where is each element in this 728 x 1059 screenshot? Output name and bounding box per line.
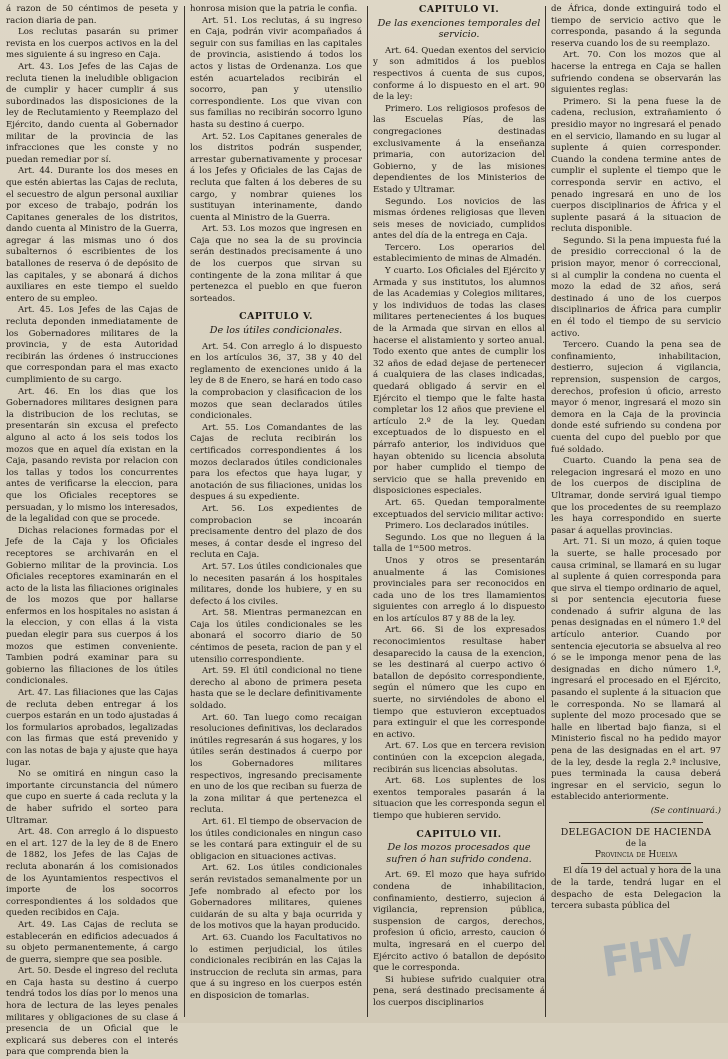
- paragraph: á razon de 50 céntimos de peseta y racion diaria de pan.: [6, 4, 178, 26]
- office-heading: DELEGACION DE HACIENDA: [560, 826, 712, 838]
- paragraph: Art. 71. Si un mozo, á quien toque la suerte, se halle procesado por causa criminal, se llamará en su lugar al suplente á quien corresponda para que sirva el tiempo ordinario de aquel, si por sentencia ejecutoria fuese condenado á sufrir alguna de las penas designadas en el número 1.º del artículo anterior. Cuando por sentencia ejecutoria se absuelva al reo ó se le imponga menor pena de las designadas en dicho número 1.º, ingresará el procesado en el Ejército, pasando el suplente á la situacion que le corresponda. No se llamará al suplente del mozo procesado que se halle en libertad bajo fianza, si el Ministerio fiscal no ha pedido mayor pena de las designadas en el art. 97 de la ley, desde la regla 2.ª inclusive, pues terminada la causa deberá ingresar en el servicio, segun lo establecido anteriormente.: [551, 537, 721, 803]
- office-sub: de la: [625, 838, 647, 849]
- office-province: Provincia de Huelva: [594, 849, 678, 860]
- paragraph: No se omitirá en ningun caso la importante circunstancia del número que cupo en suerte á cada recluta y la de haber sufrido el sorteo para Ultramar.: [6, 769, 178, 826]
- paragraph: Art. 45. Los Jefes de las Cajas de recluta deponden inmediatamente de los Gobernadores militares de la provincia, y de esta Autoridad recibirán las órdenes ó instrucciones que correspondan para el mas exacto cumplimiento de su cargo.: [6, 305, 178, 385]
- paragraph: Art. 50. Desde el ingreso del recluta en Caja hasta su destino á cuerpo tendrá todos los días por lo menos una hora de lectura de las leyes penales militares y obligaciones de su clase á presencia de un Oficial que le explicará sus deberes con el interés para que comprenda bien la: [6, 966, 178, 1058]
- paragraph: Segundo. Los que no lleguen á la talla de 1ᵐ500 metros.: [373, 532, 545, 555]
- library-stamp-watermark: FHV: [598, 925, 695, 987]
- paragraph: Art. 47. Las filiaciones que las Cajas de recluta deben entregar á los cuerpos estarán en un todo ajustadas á los formularios aprobados, legalizadas con las firmas que está prevenido y con las notas de baja y ajuste que haya lugar.: [6, 688, 178, 768]
- chapter-heading: CAPITULO VI.: [418, 4, 500, 15]
- column-divider: [367, 6, 368, 1017]
- paragraph: Art. 52. Los Capitanes generales de los distritos podrán suspender, arrestar gubernativamente y procesar á los Jefes y Oficiales de las Cajas de recluta que falten á los deberes de su cargo, y nombrar quienes los sustituyan interinamente, dando cuenta al Ministro de la Guerra.: [190, 131, 362, 223]
- paragraph: Primero. Si la pena fuese la de cadena, reclusion, extrañamiento ó presidio mayor no ingresará el penado en el servicio, llamando en su lugar al suplente á quien corresponder. Cuando la condena termine antes de cumplir el suplente el tiempo que le corresponda servir en activo, el penado ingresará en uno de los cuerpos disciplinarios de África y el suplente pasará á la situacion de recluta disponible.: [551, 96, 721, 235]
- paragraph: Art. 48. Con arreglo á lo dispuesto en el art. 127 de la ley de 8 de Enero de 1882, los Jefes de las Cajas de recluta abonarán á los comisionados de los Ayuntamientos respectivos el importe de los socorros correspondientes á los soldados que queden recibidos en Caja.: [6, 827, 178, 919]
- column-3: [373, 4, 545, 1019]
- paragraph: Unos y otros se presentarán anualmente á las Comisiones provinciales para ser reconocidos en cada uno de los tres llamamientos siguientes con arreglo á lo dispuesto en los artículos 87 y 88 de la ley.: [373, 555, 545, 624]
- paragraph: Art. 67. Los que en tercera revision continúen con la excepcion alegada, recibirán sus licencias absolutas.: [373, 741, 545, 775]
- paragraph: Segundo. Los novicios de las mismas órdenes religiosas que lleven seis meses de noviciado, cumplidos antes del día de la entrega en Caja.: [373, 196, 545, 242]
- paragraph: Art. 56. Los expedientes de comprobacion se incoarán precisamente dentro del plazo de dos meses, á contar desde el ingreso del recluta en Caja.: [190, 503, 362, 561]
- column-2: [190, 4, 362, 1019]
- paragraph: Art. 44. Durante los dos meses en que estén abiertas las Cajas de recluta, el secuestro de algun personal auxiliar por exceso de trabajo, podrán los Capitanes generales de los distritos, dando cuenta al Ministro de la Guerra, agregar á las mismas uno ó dos subalternos ó escribientes de los batallones de reserva ó de depósito de las capitales, y se abonará á dichos auxiliares en este tiempo el sueldo entero de su empleo.: [6, 166, 179, 304]
- paragraph: Primero. Los declarados inútiles.: [385, 521, 529, 532]
- paragraph: Art. 64. Quedan exentos del servicio y son admitidos á los pueblos respectivos á cuenta de sus cupos, conforme á lo dispuesto en el art. 90 de la ley:: [373, 45, 545, 103]
- paragraph: Cuarto. Cuando la pena sea de relegacion ingresará el mozo en uno de los cuerpos de disciplina de Ultramar, donde servirá igual tiempo que los procedentes de su reemplazo les haya correspondido en suerte pasar á aquellas provincias.: [551, 456, 721, 536]
- chapter-heading: CAPITULO V.: [239, 311, 313, 323]
- paragraph: Art. 58. Mientras permanezcan en Caja los útiles condicionales se les abonará el socorro diario de 50 céntimos de peseta, racion de pan y el utensilio correspondiente.: [190, 608, 362, 665]
- paragraph: El día 19 del actual y hora de la una de la tarde, tendrá lugar en el despacho de esta Delegacion la tercera subasta pública del: [551, 866, 721, 912]
- paragraph: Dichas relaciones formadas por el Jefe de la Caja y los Oficiales receptores se archivarán en el Gobierno militar de la provincia. Los Oficiales receptores examinarán en el acto de la lista las filiaciones originales de los mozos que por hallarse enfermos en los hospitales no asistan á la eleccion, y con ellas á la vista puedan elegir para sus cuerpos á los mozos que estimen conveniente. Tambien podrá examinar para su gobierno las filiaciones de los útiles condicionales.: [6, 525, 178, 687]
- section-rule: [569, 822, 703, 823]
- chapter-title: De los útiles condicionales.: [209, 325, 343, 337]
- paragraph: Art. 66. Si de los expresados reconocimientos resultase haber desaparecido la causa de la exencion, se les destinará al cuerpo activo ó batallon de depósito correspondiente, según el número que les cupo en suerte, no sirviéndoles de abono el tiempo que estuvieron exceptuados para extinguir el que les corresponde en activo.: [373, 625, 545, 740]
- section-rule: [581, 863, 691, 864]
- paragraph: Art. 59. El útil condicional no tiene derecho al abono de primera peseta hasta que se le declare definitivamente soldado.: [190, 666, 362, 712]
- paragraph: Art. 62. Los útiles condicionales serán revistados semanalmente por un Jefe nombrado al efecto por los Gobernadores militares, quienes cuidarán de su alta y baja ocurrida y de los motivos que la hayan producido.: [190, 863, 362, 932]
- paragraph: Art. 61. El tiempo de observacion de los útiles condicionales en ningun caso se les contará para extinguir el de su obligacion en situaciones activas.: [190, 816, 362, 862]
- paragraph: Segundo. Si la pena impuesta fué la de presidio correccional ó la de prision mayor, menor ó correccional, si al cumplir la condena no cuenta el mozo la edad de 32 años, será destinado á uno de los cuerpos disciplinarios de África para cumplir en él todo el tiempo de su servicio activo.: [551, 235, 721, 339]
- paragraph: Art. 69. El mozo que haya sufrido condena de inhabilitacion, confinamiento, destierro, sujecion á vigilancia, reprension pública, suspension de cargos, derechos, profesion ú oficio, arresto, caucion ó multa, ingresará en el cuerpo del Ejército activo ó batallon de depósito que le corresponda.: [373, 870, 545, 974]
- paragraph: honrosa mision que la patria le confia.: [190, 4, 358, 14]
- paragraph: Art. 63. Cuando los Facultativos no lo estimen perjudicial, los útiles condicionales recibirán en las Cajas la instruccion de recluta sin armas, para que á su ingreso en los cuerpos estén en disposicion de tomarlas.: [190, 932, 362, 1001]
- chapter-title: De los mozos procesados que sufren ó han sufrido condena.: [386, 842, 532, 865]
- paragraph: Art. 65. Quedan temporalmente exceptuados del servicio militar activo:: [373, 497, 545, 520]
- paragraph: Art. 54. Con arreglo á lo dispuesto en los artículos 36, 37, 38 y 40 del reglamento de exenciones unido á la ley de 8 de Enero, se hará en todo caso la comprobacion y clasificacion de los mozos que sean declarados útiles condicionales.: [190, 341, 362, 422]
- column-divider: [545, 6, 546, 1017]
- paragraph: Art. 70. Con los mozos que al hacerse la entrega en Caja se hallen sufriendo condena se observarán las siguientes reglas:: [551, 50, 721, 96]
- paragraph: Si hubiese sufrido cualquier otra pena, será destinado precisamente á los cuerpos disciplinarios: [373, 974, 545, 1008]
- paragraph: Los reclutas pasarán su primer revista en los cuerpos activos en la del mes siguiente á su ingreso en Caja.: [6, 27, 178, 61]
- column-divider: [184, 6, 185, 1017]
- paragraph: Art. 60. Tan luego como recaigan resoluciones definitivas, los declarados inútiles regresarán á sus hogares, y los útiles serán destinados á cuerpo por los Gobernadores militares respectivos, ingresando precisamente en uno de los que reciban su fuerza de la zona militar á que pertenezca el recluta.: [190, 712, 362, 816]
- paragraph: Art. 55. Los Comandantes de las Cajas de recluta recibirán los certificados correspondientes á los mozos declarados útiles condicionales para los efectos que haya lugar, y anotación de sus filiaciones, unidas los despues á su expediente.: [190, 422, 362, 503]
- paragraph: Art. 51. Los reclutas, á su ingreso en Caja, podrán vivir acompañados á seguir con sus familias en las capitales de provincia, asistiendo á todos los actos y listas de Ordenanza. Los que estén acuartelados recibirán el socorro, pan y utensilio correspondiente. Los que vivan con sus familias no recibirán socorro lguno hasta su destino á cuerpo.: [190, 15, 362, 130]
- chapter-title: De las exenciones temporales del servicio.: [377, 17, 541, 41]
- paragraph: Art. 46. En los dias que los Gobernadores militares designen para la distribucion de los reclutas, se presentarán sin excusa el prefecto alguno al acto á los seis todos los mozos que en aquel día existan en la Caja, pasando revista por relacion con los tallas y todos los concurrentes antes de verificarse la eleccion, para que los Oficiales receptores se persuadan, y lo mismo los interesados, de la legalidad con que se procede.: [6, 386, 178, 525]
- paragraph: Tercero. Cuando la pena sea de confinamiento, inhabilitacion, destierro, sujecion á vigilancia, reprension, suspension de cargos, derechos, profesion ú oficio, arresto mayor ó menor, ingresará el mozo sin demora en la Caja de la provincia donde esté sufriendo su condena por cuenta del cupo del pueblo por que fué soldado.: [551, 340, 721, 455]
- paragraph: Art. 43. Los Jefes de las Cajas de recluta tienen la ineludible obligacion de cumplir y hacer cumplir á sus subordinados las disposiciones de la ley de Reclutamiento y Reemplazo del Ejército, dando cuenta al Gobernador militar de la provincia de las infracciones que les conste y no puedan remediar por sí.: [6, 61, 178, 165]
- paragraph: Primero. Los religiosos profesos de las Escuelas Pías, de las congregaciones destinadas exclusivamente á la enseñanza primaria, con autorizacion del Gobierno, y de las misiones dependientes de los Ministerios de Estado y Ultramar.: [373, 103, 545, 195]
- paragraph: Art. 53. Los mozos que ingresen en Caja que no sea la de su provincia serán destinados precisamente á uno de los cuerpos que sirvan su contingente de la zona militar á que pertenezca el pueblo en que fueron sorteados.: [190, 224, 362, 304]
- column-1: [6, 4, 179, 1058]
- paragraph: Art. 68. Los suplentes de los exentos temporales pasarán á la situacion que les corresponda segun el tiempo que hubieren servido.: [373, 776, 545, 821]
- paragraph: Art. 57. Los útiles condicionales que lo necesiten pasarán á los hospitales militares, donde los hubiere, y en su defecto á los civiles.: [190, 561, 362, 607]
- paragraph: de África, donde extinguirá todo el tiempo de servicio activo que le corresponda, pasando á la segunda reserva cuando los de su reemplazo.: [551, 4, 721, 49]
- chapter-heading: CAPITULO VII.: [416, 828, 502, 840]
- paragraph: Y cuarto. Los Oficiales del Ejército y Armada y sus institutos, los alumnos de las Academias y Colegios militares, y los individuos de todas las clases militares pertenecientes á los buques de la Armada que sirvan en ellos al hacerse el alistamiento y sorteo anual. Todo exento que antes de cumplir los 32 años de edad dejase de pertenecer á cualquiera de las clases indicadas, quedará obligado á servir en el Ejército el tiempo que le falte hasta completar los 12 años que previene el artículo 2.º de la ley. Quedan exceptuados de lo dispuesto en el párrafo anterior, los individuos que hayan obtenido su licencia absoluta por haber cumplido el tiempo de servicio que se halla prevenido en disposiciones especiales.: [373, 266, 545, 497]
- paragraph: Art. 49. Las Cajas de recluta se establecerán en edificios adecuados á su objeto permanentemente, á cargo de guerra, siempre que sea posible.: [6, 919, 178, 965]
- continuation-note: (Se continuará.): [650, 805, 721, 816]
- column-4: [551, 4, 721, 1019]
- paragraph: Tercero. Los operarios del establecimiento de minas de Almadén.: [373, 242, 545, 265]
